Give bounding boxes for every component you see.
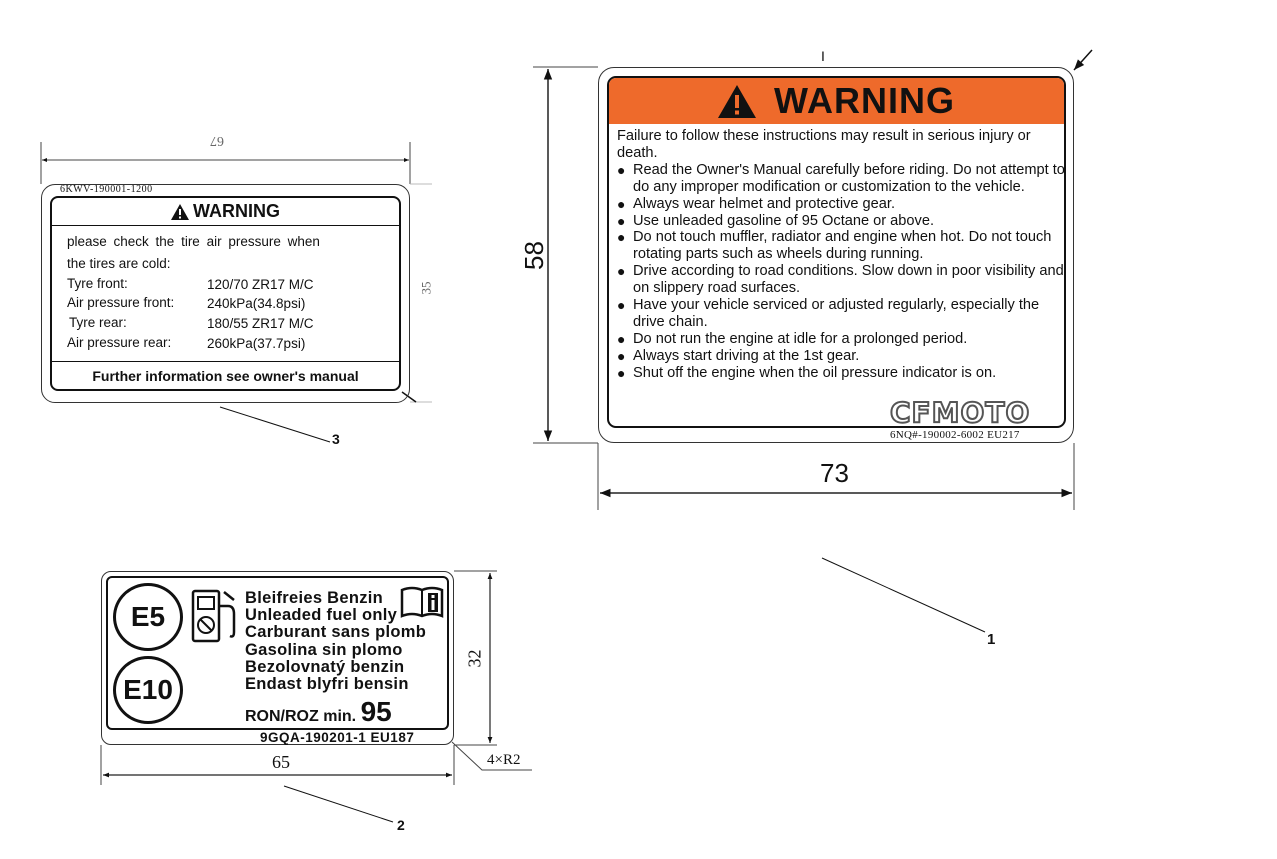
list-item-text: Have your vehicle serviced or adjusted regularly, especially the drive chain. [633,297,1040,330]
ron-value: 95 [360,696,392,727]
fuel-line: Unleaded fuel only [245,606,398,625]
ron-minimum [245,696,392,728]
label-3-row-label: Tyre rear: [69,315,127,330]
label-3-row-value: 120/70 ZR17 M/C [207,277,314,292]
fuel-line: Endast blyfri bensin [245,675,409,694]
list-item [617,263,1065,297]
list-item-text: Use unleaded gasoline of 95 Octane or above. [633,212,935,229]
bullet-icon: ● [617,364,626,381]
cfmoto-logo: CFMOTO [890,396,1031,429]
callout-1: 1 [987,631,996,648]
corner-radius-note: 4×R2 [487,752,521,768]
list-item-text: Read the Owner's Manual carefully before riding. Do not attempt to do any improper modification or customization to the vehicle. [633,161,1065,195]
ron-label: RON/ROZ min. [245,708,357,725]
label-3-part-code: 6KWV-190001-1200 [60,184,153,195]
fuel-line: Carburant sans plomb [245,623,427,642]
label-3-footer: Further information see owner's manual [52,361,399,389]
callout-2: 2 [397,817,405,833]
label-1-heading-text: WARNING [774,80,955,121]
label-3-row-value: 180/55 ZR17 M/C [207,316,314,331]
label-3-height-dim: 35 [418,281,434,295]
list-item-text: Shut off the engine when the oil pressure indicator is on. [633,364,997,381]
bullet-icon: ● [617,263,626,280]
label-1-width-dim: 73 [820,458,849,488]
bullet-icon: ● [617,347,626,364]
fuel-line: Gasolina sin plomo [245,640,403,659]
label-2-part-code: 9GQA-190201-1 EU187 [260,730,415,745]
fuel-warning-lines [245,590,426,693]
e5-badge: E5 [113,583,183,651]
warning-triangle-icon [171,204,189,220]
list-item [617,162,1065,196]
label-1-part-code: 6NQ#-190002-6002 EU217 [890,429,1020,441]
label-1-top-mark: I [821,48,825,64]
label-3-row-value: 240kPa(34.8psi) [207,296,306,311]
list-item-text: Always start driving at the 1st gear. [633,347,860,364]
label-3-row-value: 260kPa(37.7psi) [207,336,306,351]
bullet-icon: ● [617,195,626,212]
list-item [617,331,1065,348]
list-item [617,213,1065,230]
list-item [617,297,1065,331]
list-item-text: Always wear helmet and protective gear. [633,195,896,212]
warning-triangle-icon [718,85,756,118]
bullet-icon: ● [617,330,626,347]
label-3-intro-1: please check the tire air pressure when [67,234,320,249]
callout-3: 3 [332,431,340,447]
fuel-pump-icon [190,588,240,644]
label-3-intro-2: the tires are cold: [67,256,171,271]
label-1-intro: Failure to follow these instructions may result in serious injury or death. [617,128,1031,161]
label-1-heading [609,78,1064,124]
list-item-text: Do not touch muffler, radiator and engine when hot. Do not touch rotating parts such as wheels during running. [633,229,1052,263]
label-3-heading [52,198,399,226]
label-3-row-label: Tyre front: [67,276,128,291]
label-1-height-dim: 58 [518,241,549,270]
label-1-body [617,128,1065,382]
label-2-width-dim: 65 [272,752,290,772]
fuel-line: Bleifreies Benzin [245,589,384,607]
e10-badge: E10 [113,656,183,724]
list-item [617,229,1065,263]
bullet-icon: ● [617,229,626,246]
list-item [617,348,1065,365]
label-3-width-dim: 67 [210,133,224,148]
list-item-text: Drive according to road conditions. Slow down in poor visibility and on slippery road surfaces. [633,263,1064,297]
bullet-icon: ● [617,297,626,314]
bullet-icon: ● [617,161,626,178]
bullet-icon: ● [617,212,626,229]
label-3-row-label: Air pressure rear: [67,335,172,350]
list-item-text: Do not run the engine at idle for a prolonged period. [633,330,968,347]
label-3-row-label: Air pressure front: [67,295,175,310]
label-2-height-dim: 32 [464,649,485,668]
label-3-heading-text: WARNING [193,201,280,221]
fuel-line: Bezolovnatý benzin [245,657,405,676]
list-item [617,365,1065,382]
list-item [617,196,1065,213]
